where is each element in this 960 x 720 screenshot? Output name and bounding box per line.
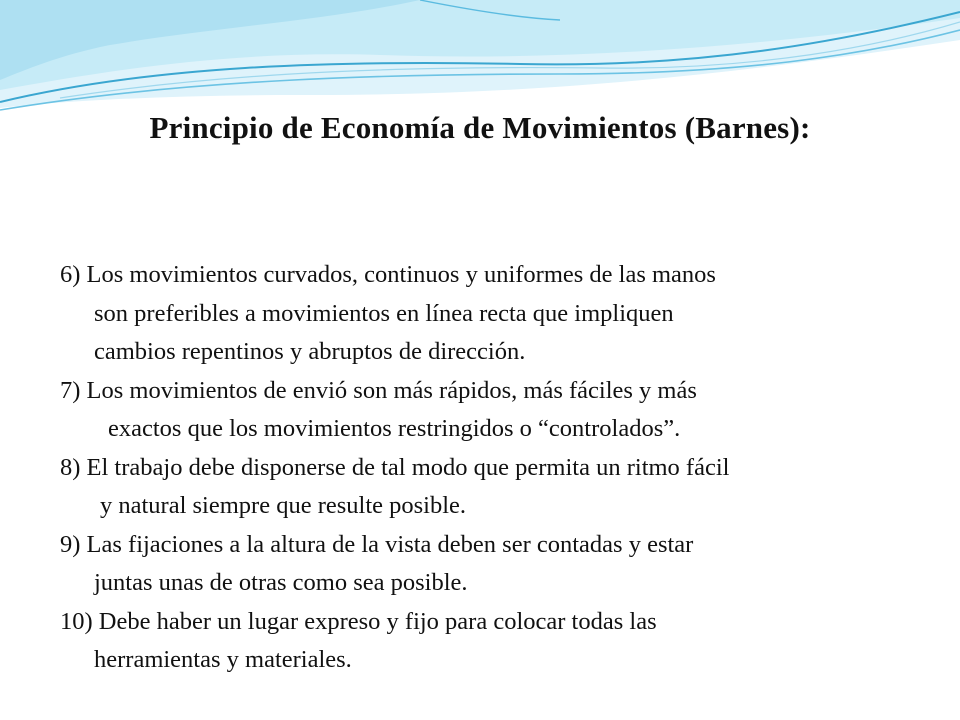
slide-title: Principio de Economía de Movimientos (Barnes): — [149, 110, 811, 145]
item-line: 8) El trabajo debe disponerse de tal modo que permita un ritmo fácil — [60, 453, 730, 481]
item-line: exactos que los movimientos restringidos o “controlados”. — [108, 415, 681, 442]
item-line: juntas unas de otras como sea posible. — [94, 569, 468, 596]
item-line: cambios repentinos y abruptos de dirección. — [94, 338, 526, 365]
principles-list — [60, 256, 950, 680]
list-item — [60, 526, 950, 603]
list-item — [60, 372, 950, 449]
list-item — [60, 256, 950, 372]
item-line: 10) Debe haber un lugar expreso y fijo para colocar todas las — [60, 607, 657, 635]
list-item — [60, 449, 950, 526]
item-line: y natural siempre que resulte posible. — [100, 492, 467, 519]
item-line: 7) Los movimientos de envió son más rápidos, más fáciles y más — [60, 376, 697, 404]
item-line: 6) Los movimientos curvados, continuos y uniformes de las manos — [60, 261, 716, 288]
item-line: herramientas y materiales. — [94, 646, 352, 673]
item-line: 9) Las fijaciones a la altura de la vista deben ser contadas y estar — [60, 530, 694, 558]
list-item — [60, 603, 950, 680]
item-line: son preferibles a movimientos en línea recta que impliquen — [94, 299, 674, 327]
